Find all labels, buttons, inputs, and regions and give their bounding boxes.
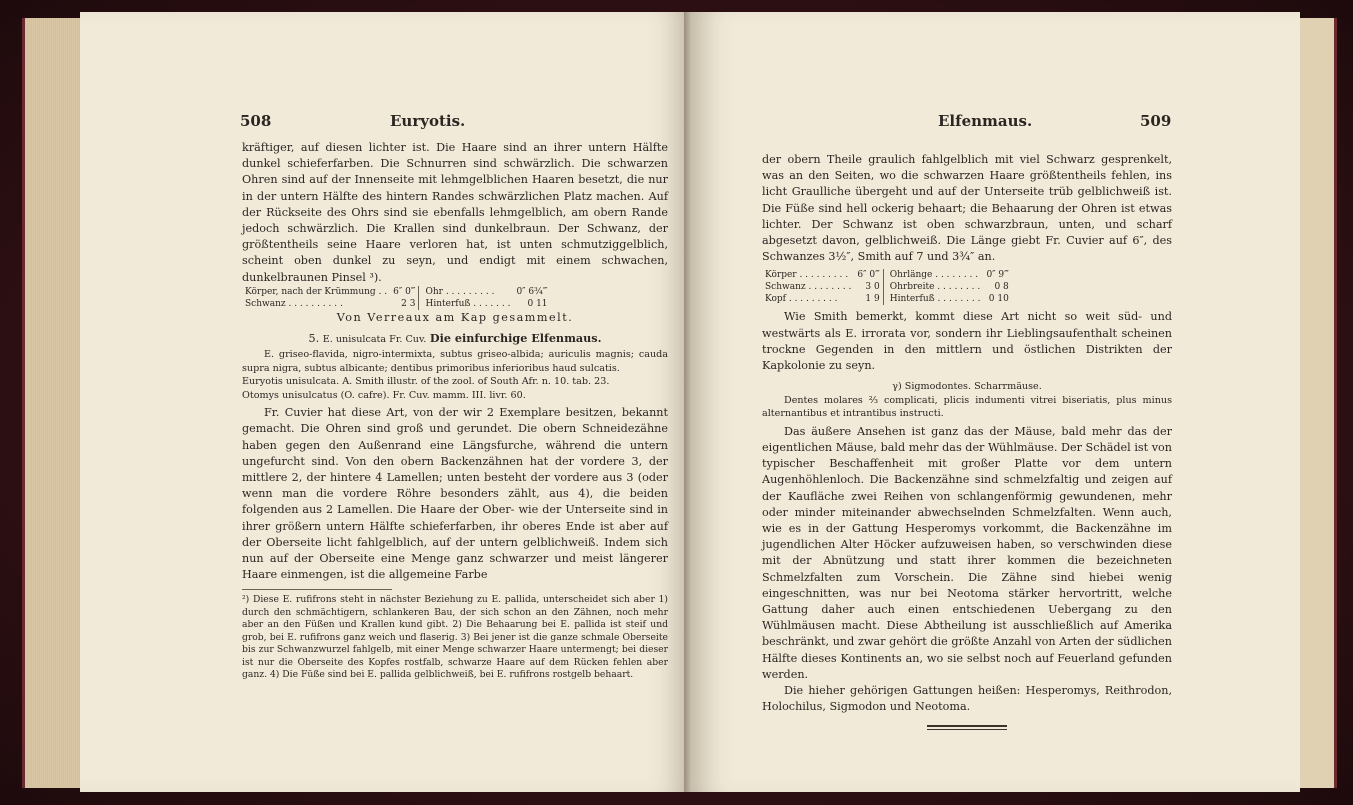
right-page xyxy=(690,12,1300,792)
right-measurements-table xyxy=(762,269,1012,305)
left-source-line: Von Verreaux am Kap gesammelt. xyxy=(336,310,574,324)
left-measurements-table xyxy=(242,286,551,310)
left-page-edges xyxy=(22,18,85,788)
right-running-head: Elfenmaus. xyxy=(938,112,1033,130)
left-running-head: Euryotis. xyxy=(390,112,466,130)
synonym-line-2: Otomys unisulcatus (O. cafre). Fr. Cuv. mamm. III. livr. 60. xyxy=(242,389,526,401)
measurement-row: Schwanz . . . . . . . . . . 2 3 Hinterfuß . . . . . . . 0 11 xyxy=(245,298,548,309)
right-paragraph-3: Das äußere Ansehen ist ganz das der Mäuse, bald mehr das der eigentlichen Mäuse, bald mehr das der Wühlmäuse. Der Schädel ist von typischer Beschaffenheit mit großer Platte vor dem untern Augenhöhlenloch. Die Backenzähne sind schmelzfaltig und zeigen auf der Kaufläche zwei Reihen von schlangenförmig gewundenen, mehr oder minder miteinander abwechselnden Schmelzfalten. Wenn auch, wie es in der Gattung Hesperomys vorkommt, die Backenzähne im jugendlichen Alter Höcker aufzuweisen haben, so verschwinden diese mit der Abnützung und statt ihrer kommen die bezeichneten Schmelzfalten zum Vorschein. Die Zähne sind hiebei wenig eingeschnitten, was nur bei Neotoma stärker hervortritt, welche Gattung daher auch einen entschiedenen Uebergang zu den Wühlmäusen macht. Diese Abtheilung ist ausschließlich auf Amerika beschränkt, und zwar gehört die größte Anzahl von Arten der südlichen Hälfte dieses Kontinents an, wo sie selbst noch auf Feuerland gefunden werden. xyxy=(762,424,1172,681)
measurement-row: Kopf . . . . . . . . . 1 9 Hinterfuß . . . . . . . . 0 10 xyxy=(765,294,1009,305)
right-page-body xyxy=(762,152,1172,730)
section-heading: γ) Sigmodontes. Scharrmäuse. xyxy=(892,381,1042,393)
left-paragraph-2: Fr. Cuvier hat diese Art, von der wir 2 Exemplare besitzen, bekannt gemacht. Die Ohren sind groß und gerundet. Die obern Schneidezähne haben gegen den Außenrand eine Längsfurche, während die untern ungefurcht sind. Von den obern Backenzähnen hat der vordere 3, der mittlere 2, der hintere 4 Lamellen; unten besteht der vordere aus 3 (oder wenn man die vordere Röhre besonders zählt, aus 4), die beiden folgenden aus 2 Lamellen. Die Haare der Ober- wie der Unterseite sind in ihrer größern untern Hälfte schieferfarben, ihr oberes Ende ist aber auf der Oberseite licht fahlgelblich, auf der untern gelblichweiß. Indem sich nun auf der Oberseite eine Menge ganz schwarzer und meist längerer Haare einmengen, ist die allgemeine Farbe xyxy=(242,406,668,582)
left-footnote: ²) Diese E. rufifrons steht in nächster Beziehung zu E. pallida, unterscheidet sich aber 1) durch den schmächtigern, schlankeren Bau, der sich schon an den Zähnen, noch mehr aber an den Füßen und Krallen kund gibt. 2) Die Behaarung bei E. pallida ist steif und grob, bei E. rufifrons ganz weich und flaserig. 3) Bei jener ist die ganze schmale Oberseite bis zur Schwanzwurzel fahlgelb, mit einer Menge schwarzer Haare untermengt; bei dieser ist nur die Oberseite des Kopfes rostfalb, schwarze Haare auf dem Rücken fehlen aber ganz. 4) Die Füße sind bei E. pallida gelblichweiß, bei E. rufifrons rostgelb behaart. xyxy=(242,594,668,681)
left-page xyxy=(80,12,690,792)
right-paragraph-1: der obern Theile graulich fahlgelblich mit viel Schwarz gesprenkelt, was an den Seiten, wo die schwarzen Haare größtentheils fehlen, ins licht Graulliche übergeht und auf der Unterseite trüb gelblichweiß ist. Die Füße sind hell ockerig behaart; die Behaarung der Ohren ist etwas lichter. Der Schwanz ist oben schwarzbraun, unten, und scharf abgesetzt davon, gelblichweiß. Die Länge giebt Fr. Cuvier auf 6″, des Schwanzes 3½″, Smith auf 7 und 3¾″ an. xyxy=(762,153,1172,264)
right-page-number: 509 xyxy=(1140,112,1172,130)
synonym-line-1: Euryotis unisulcata. A. Smith illustr. of the zool. of South Afr. n. 10. tab. 23. xyxy=(242,376,610,388)
right-paragraph-2: Wie Smith bemerkt, kommt diese Art nicht so weit süd- und westwärts als E. irrorata vor, sondern ihr Lieblingsaufenthalt scheinen trockne Gegenden in den mittlern und östlichen Distrikten der Kapkolonie zu seyn. xyxy=(762,310,1172,373)
left-page-number: 508 xyxy=(240,112,272,130)
measurement-row: Körper, nach der Krümmung . . 6″ 0‴ Ohr . . . . . . . . . 0″ 6¾‴ xyxy=(245,286,548,297)
section-diagnosis: Dentes molares ⅔ complicati, plicis indumenti vitrei biseriatis, plus minus alternantibus et intrantibus instructi. xyxy=(762,394,1172,420)
right-paragraph-4: Die hieher gehörigen Gattungen heißen: Hesperomys, Reithrodon, Holochilus, Sigmodon und Neotoma. xyxy=(762,683,1172,714)
end-rule xyxy=(927,725,1007,730)
species-heading: 5. E. unisulcata Fr. Cuv. Die einfurchige Elfenmaus. xyxy=(308,331,602,346)
measurement-row: Schwanz . . . . . . . . 3 0 Ohrbreite . . . . . . . . 0 8 xyxy=(765,282,1009,293)
left-paragraph-1: kräftiger, auf diesen lichter ist. Die Haare sind an ihrer untern Hälfte dunkel schieferfarben. Die Schnurren sind schwärzlich. Die schwarzen Ohren sind auf der Innenseite mit lehmgelblichen Haaren besetzt, die nur in der untern Hälfte des hintern Randes schwärzlichen Platz machen. Auf der Rückseite des Ohrs sind sie ebenfalls lehmgelblich, am obern Rande jedoch schwärzlich. Die Krallen sind dunkelbraun. Der Schwanz, der größtentheils seine Haare verloren hat, ist unten schmutziggelblich, scheint oben dunkel zu seyn, und endigt mit einem schwachen, dunkelbraunen Pinsel ³). xyxy=(242,141,668,284)
measurement-row: Körper . . . . . . . . . 6″ 0‴ Ohrlänge . . . . . . . . 0″ 9‴ xyxy=(765,270,1009,281)
left-page-body xyxy=(242,140,668,682)
footnote-rule xyxy=(242,589,392,590)
species-diagnosis: E. griseo-flavida, nigro-intermixta, subtus griseo-albida; auriculis magnis; cauda supra nigra, subtus albicante; dentibus primoribus inferioribus haud sulcatis. xyxy=(242,349,668,374)
